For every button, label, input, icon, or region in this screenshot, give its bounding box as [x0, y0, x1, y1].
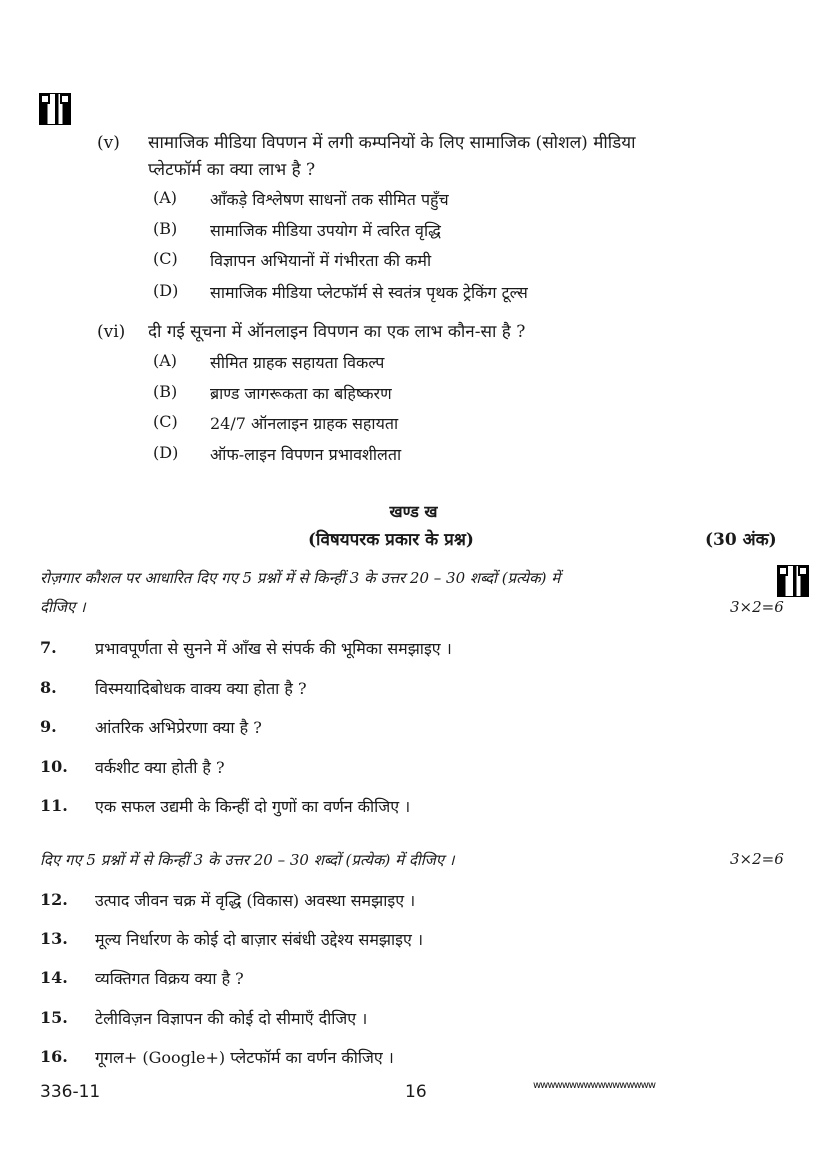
question-text-line1: दी गई सूचना में ऑनलाइन विपणन का एक लाभ कौन-सा है ?: [148, 322, 526, 342]
instruction-line1: दिए गए 5 प्रश्नों में से किन्हीं 3 के उत्तर 20 – 30 शब्दों (प्रत्येक) में दीजिए ।: [40, 851, 455, 869]
option-text: सामाजिक मीडिया उपयोग में त्वरित वृद्धि: [210, 221, 441, 240]
option-letter: (A): [153, 351, 178, 370]
question-text: उत्पाद जीवन चक्र में वृद्धि (विकास) अवस्था समझाइए ।: [95, 891, 416, 910]
question-text-line1: सामाजिक मीडिया विपणन में लगी कम्पनियों के लिए सामाजिक (सोशल) मीडिया: [148, 133, 636, 153]
instruction-line2: दीजिए ।: [40, 598, 86, 616]
section-subtitle: (विषयपरक प्रकार के प्रश्न): [308, 530, 474, 550]
question-number: 10.: [40, 757, 68, 776]
question-text: प्रभावपूर्णता से सुनने में आँख से संपर्क की भूमिका समझाइए ।: [95, 639, 452, 658]
qr-code-icon: [778, 566, 808, 596]
option-text: सामाजिक मीडिया प्लेटफॉर्म से स्वतंत्र पृथक ट्रेकिंग टूल्स: [210, 283, 528, 302]
question-text: व्यक्तिगत विक्रय क्या है ?: [95, 969, 244, 988]
option-letter: (A): [153, 188, 178, 207]
question-number: (v): [97, 133, 120, 153]
option-letter: (D): [153, 281, 179, 300]
question-text: एक सफल उद्यमी के किन्हीं दो गुणों का वर्णन कीजिए ।: [95, 797, 411, 816]
option-text: 24/7 ऑनलाइन ग्राहक सहायता: [210, 414, 399, 433]
paper-code: 336-11: [40, 1082, 101, 1102]
question-text: टेलीविज़न विज्ञापन की कोई दो सीमाएँ दीजिए ।: [95, 1009, 368, 1028]
question-text: विस्मयादिबोधक वाक्य क्या होता है ?: [95, 679, 307, 698]
question-number: 15.: [40, 1008, 68, 1027]
question-number: 9.: [40, 717, 57, 736]
option-letter: (C): [153, 412, 178, 431]
footer-wave-line: wwwwwwwwwwwwwwwww: [533, 1080, 656, 1091]
question-number: 12.: [40, 890, 68, 909]
question-number: 13.: [40, 929, 68, 948]
question-text: मूल्य निर्धारण के कोई दो बाज़ार संबंधी उद्देश्य समझाइए ।: [95, 930, 424, 949]
qr-code-icon: [40, 94, 70, 124]
option-letter: (C): [153, 249, 178, 268]
option-text: विज्ञापन अभियानों में गंभीरता की कमी: [210, 251, 432, 270]
option-letter: (B): [153, 382, 178, 401]
option-text: आँकड़े विश्लेषण साधनों तक सीमित पहुँच: [210, 190, 449, 209]
option-letter: (B): [153, 219, 178, 238]
question-text: वर्कशीट क्या होती है ?: [95, 758, 225, 777]
question-text: गूगल+ (Google+) प्लेटफॉर्म का वर्णन कीजिए ।: [95, 1048, 394, 1067]
question-number: 7.: [40, 638, 57, 657]
question-number: 16.: [40, 1047, 68, 1066]
section-marks: (30 अंक): [705, 530, 777, 550]
instruction-marks: 3×2=6: [730, 850, 784, 868]
option-text: ऑफ-लाइन विपणन प्रभावशीलता: [210, 445, 402, 464]
question-number: 14.: [40, 968, 68, 987]
question-number: (vi): [97, 322, 126, 342]
option-letter: (D): [153, 443, 179, 462]
question-text-line2: प्लेटफॉर्म का क्या लाभ है ?: [148, 160, 316, 180]
question-text: आंतरिक अभिप्रेरणा क्या है ?: [95, 718, 262, 737]
question-number: 11.: [40, 796, 68, 815]
page-number: 16: [405, 1082, 427, 1102]
section-title: खण्ड ख: [389, 502, 438, 521]
option-text: सीमित ग्राहक सहायता विकल्प: [210, 353, 385, 372]
instruction-marks: 3×2=6: [730, 598, 784, 616]
question-number: 8.: [40, 678, 57, 697]
instruction-line1: रोज़गार कौशल पर आधारित दिए गए 5 प्रश्नों में से किन्हीं 3 के उत्तर 20 – 30 शब्दों (प्रत्येक) में: [40, 569, 561, 587]
option-text: ब्राण्ड जागरूकता का बहिष्करण: [210, 384, 392, 403]
